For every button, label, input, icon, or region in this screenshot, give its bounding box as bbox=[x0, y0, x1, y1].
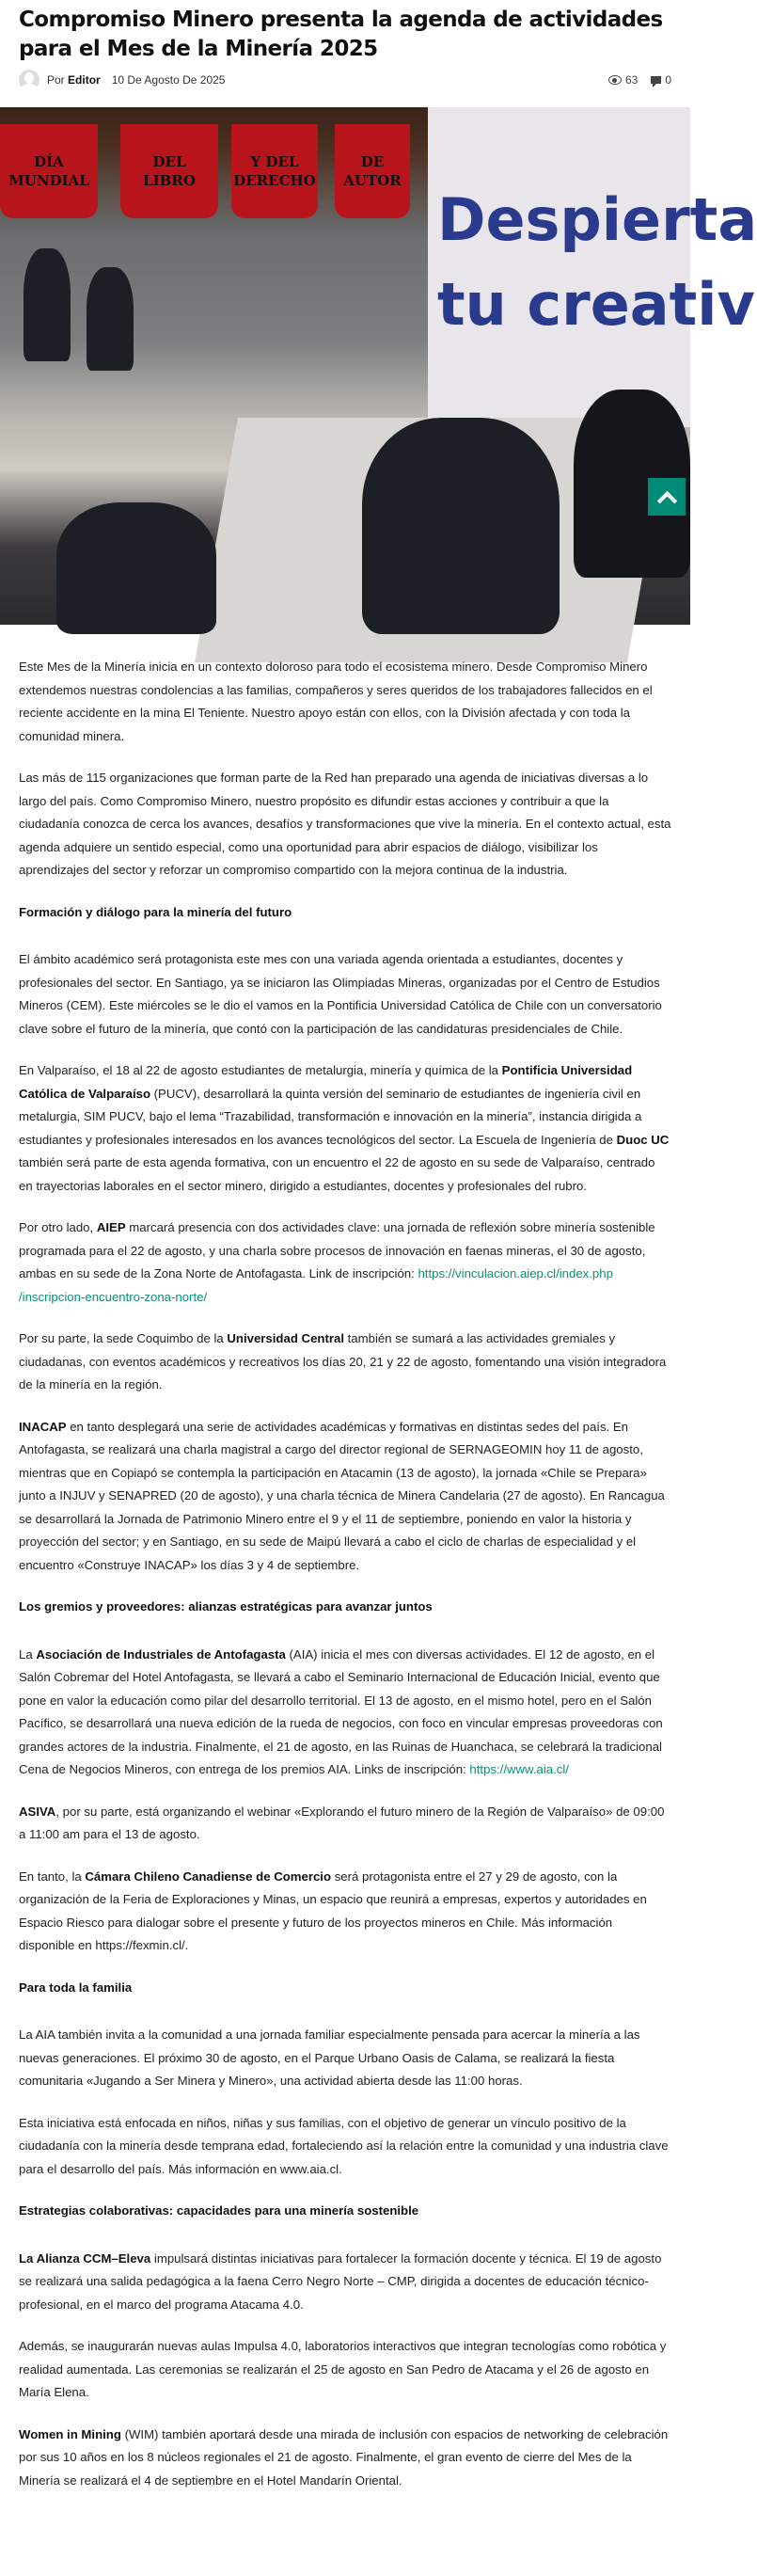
image-banner: Y DEL DERECHO bbox=[231, 124, 318, 218]
section-heading bbox=[19, 901, 671, 925]
bold-text: Women in Mining bbox=[19, 2426, 121, 2441]
text-run: La AIA también invita a la comunidad a una jornada familiar especialmente pensada para acercar la minería a las nuevas generaciones. El próximo 30 de agosto, en el Parque Urbano Oasis de Calama, se realizará la fiesta comunitaria «Jugando a Ser Minera y Minero», una actividad abierta desde las 11:00 horas. bbox=[19, 2027, 640, 2088]
scroll-to-top-button[interactable] bbox=[648, 478, 686, 516]
text-run: también se sumará a las actividades gremiales y ciudadanas, con eventos académicos y recreativos los días 20, 21 y 22 de agosto, fomentando una visión integradora de la minería en la región. bbox=[19, 1331, 667, 1391]
article-paragraph bbox=[19, 1059, 671, 1198]
text-run: marcará presencia con dos actividades clave: una jornada de reflexión sobre minería sostenible programada para el 22 de agosto, y una charla sobre procesos de innovación en faenas mineras, el 30 de agosto, ambas en su sede de la Zona Norte de Antofagasta. Link de inscripción: bbox=[19, 1220, 655, 1280]
image-person bbox=[362, 418, 560, 634]
bold-text: Cámara Chileno Canadiense de Comercio bbox=[85, 1868, 332, 1884]
inline-link[interactable]: https://www.aia.cl/ bbox=[469, 1762, 569, 1776]
section-heading bbox=[19, 1977, 671, 2000]
chevron-up-icon bbox=[656, 490, 676, 510]
bold-text: Duoc UC bbox=[616, 1132, 670, 1147]
article-paragraph bbox=[19, 1866, 671, 1958]
author-byline bbox=[47, 73, 101, 87]
article-paragraph bbox=[19, 656, 671, 748]
text-run: La bbox=[19, 1646, 37, 1662]
article-paragraph bbox=[19, 2424, 671, 2493]
bold-text: ASIVA bbox=[19, 1804, 56, 1819]
text-run: Este Mes de la Minería inicia en un contexto doloroso para todo el ecosistema minero. Desde Compromiso Minero extendemos nuestras condolencias a las familias, compañeros y seres queridos de los trabajadores fallecidos en el reciente accidente en la mina El Teniente. Nuestro apoyo están con ellos, con la División afectada y con toda la comunidad minera. bbox=[19, 660, 653, 743]
text-run: impulsará distintas iniciativas para fortalecer la formación docente y técnica. El 19 de agosto se realizará una salida pedagógica a la faena Cerro Negro Norte – CMP, dirigida a docentes de educación técnico-profesional, en el marco del programa Atacama 4.0. bbox=[19, 2250, 662, 2312]
view-count: 63 bbox=[624, 73, 639, 87]
image-person bbox=[56, 502, 216, 634]
text-run: Las más de 115 organizaciones que forman parte de la Red han preparado una agenda de iniciativas diversas a lo largo del país. Como Compromiso Minero, nuestro propósito es difundir estas acciones y contribuir a que la ciudadanía conozca de cerca los avances, desafíos y transformaciones que vive la minería. En el contexto actual, esta agenda adquiere un sentido especial, como una oportunidad para abrir espacios de diálogo, visibilizar los aprendizajes del sector y reforzar un compromiso compartido con la mejora continua de la industria. bbox=[19, 771, 671, 877]
bold-text: INACAP bbox=[19, 1419, 67, 1434]
text-run: en tanto desplegará una serie de actividades académicas y formativas en distintas sedes del país. En Antofagasta, se realizará una charla magistral a cargo del director regional de SERNAGEOMIN hoy 11 de agosto, mientras que en Copiapó se contempla la participación en Atacamin (13 de agosto), la jornada «Chile se Prepara» junto a INJUV y SENAPRED (20 de agosto), y una charla técnica de Minera Candelaria (27 de agosto). En Rancagua se desarrollará la Jornada de Patrimonio Minero entre el 9 y el 11 de septiembre, poniendo en valor la historia y proyección del sector; y en Santiago, en su sede de Maipú llevará a cabo el ciclo de charlas de especialidad y el encuentro «Construye INACAP» los días 3 y 4 de septiembre. bbox=[19, 1419, 665, 1572]
bold-text: AIEP bbox=[96, 1220, 126, 1234]
featured-image bbox=[0, 107, 757, 625]
eye-icon bbox=[608, 75, 622, 85]
article-paragraph bbox=[19, 767, 671, 883]
text-run: (PUCV), desarrollará la quinta versión del seminario de estudiantes de ingeniería civil en metalurgia, SIM PUCV, bajo el lema “Trazabilidad, transformación e innovación en la minería”, instancia dirigida a estudiantes y profesionales interesados en los avances tecnológicos del sector. La Escuela de Ingeniería de bbox=[19, 1086, 642, 1147]
text-run: Por otro lado, bbox=[19, 1220, 97, 1234]
text-run: , por su parte, está organizando el webinar «Explorando el futuro minero de la Región de Valparaíso» de 09:00 a 11:00 am para el 13 de agosto. bbox=[19, 1804, 665, 1841]
image-person bbox=[24, 248, 71, 361]
author-avatar[interactable] bbox=[19, 70, 39, 90]
text-run: El ámbito académico será protagonista este mes con una variada agenda orientada a estudiantes, docentes y profesionales del sector. En Santiago, ya se iniciaron las Olimpiadas Mineras, organizadas por el Centro de Estudios Mineros (CEM). Este miércoles se le dio el vamos en la Pontificia Universidad Católica de Chile con un conversatorio clave sobre el futuro de la minería, que contó con la participación de las candidaturas presidenciales de Chile. bbox=[19, 952, 662, 1036]
comment-icon[interactable] bbox=[651, 76, 661, 84]
article-paragraph bbox=[19, 1216, 671, 1309]
image-banner: DEL LIBRO bbox=[120, 124, 218, 218]
text-run: Por su parte, la sede Coquimbo de la bbox=[19, 1331, 228, 1345]
comment-count[interactable]: 0 bbox=[665, 73, 671, 87]
text-run: (AIA) inicia el mes con diversas actividades. El 12 de agosto, en el Salón Cobremar del Hotel Antofagasta, se llevará a cabo el Seminario Internacional de Educación Inicial, evento que pone en valor la educación como pilar del desarrollo territorial. El 13 de agosto, en el mismo hotel, pero en el Salón Pacífico, se desarrollará una nueva edición de la rueda de negocios, con foco en vincular empresas proveedoras con grandes actores de la industria. Finalmente, el 21 de agosto, en las Ruinas de Huanchaca, se celebrará la tradicional Cena de Negocios Mineros, con entrega de los premios AIA. Links de inscripción: bbox=[19, 1646, 663, 1776]
author-link[interactable]: Editor bbox=[68, 73, 101, 87]
section-heading bbox=[19, 2200, 671, 2223]
bold-text: Universidad Central bbox=[227, 1331, 344, 1345]
bold-text: Asociación de Industriales de Antofagasta bbox=[36, 1646, 286, 1662]
text-run: (WIM) también aportará desde una mirada de inclusión con espacios de networking de celebración por sus 10 años en los 8 núcleos regionales el 21 de agosto. Finalmente, el gran evento de cierre del Mes de la Minería se realizará el 4 de septiembre en el Hotel Mandarín Oriental. bbox=[19, 2426, 669, 2488]
article-paragraph bbox=[19, 1328, 671, 1397]
article-body bbox=[19, 656, 671, 2511]
article-meta bbox=[19, 66, 671, 94]
article-stats bbox=[608, 73, 671, 87]
inline-link[interactable]: https://vinculacion.aiep.cl/index.php /inscripcion-encuentro-zona-norte/ bbox=[19, 1266, 613, 1304]
article-paragraph bbox=[19, 1416, 671, 1578]
text-run: Estrategias colaborativas: capacidades para una minería sostenible bbox=[19, 2203, 419, 2218]
author-prefix: Por bbox=[47, 73, 65, 87]
text-run: Esta iniciativa está enfocada en niños, niñas y sus familias, con el objetivo de generar un vínculo positivo de la ciudadanía con la minería desde temprana edad, fortaleciendo así la relación entre la comunidad y una industria clave para el desarrollo del país. Más información en www.aia.cl. bbox=[19, 2115, 669, 2176]
text-run: será protagonista entre el 27 y 29 de agosto, con la organización de la Feria de Exploraciones y Minas, un espacio que reunirá a empresas, expertos y autoridades en Espacio Riesco para dialogar sobre el presente y futuro de los proyectos mineros en Chile. Más información disponible en https://fexmin.cl/. bbox=[19, 1868, 647, 1952]
image-wall-text: Despierta tu creativ bbox=[437, 185, 757, 339]
image-banner: DÍA MUNDIAL bbox=[0, 124, 98, 218]
text-run: En tanto, la bbox=[19, 1868, 86, 1884]
article-paragraph bbox=[19, 948, 671, 1041]
publish-date: 10 De Agosto De 2025 bbox=[111, 73, 226, 87]
text-run: Los gremios y proveedores: alianzas estratégicas para avanzar juntos bbox=[19, 1599, 433, 1614]
bold-text: Pontificia Universidad Católica de Valparaíso bbox=[19, 1063, 633, 1101]
text-run: Formación y diálogo para la minería del futuro bbox=[19, 904, 292, 919]
article-paragraph bbox=[19, 2024, 671, 2093]
article-title: Compromiso Minero presenta la agenda de actividades para el Mes de la Minería 2025 bbox=[19, 8, 663, 61]
article-paragraph bbox=[19, 2335, 671, 2405]
image-banner: DE AUTOR bbox=[335, 124, 410, 218]
article-paragraph bbox=[19, 2248, 671, 2317]
image-person bbox=[87, 267, 134, 371]
text-run: En Valparaíso, el 18 al 22 de agosto estudiantes de metalurgia, minería y química de la bbox=[19, 1063, 502, 1077]
bold-text: La Alianza CCM–Eleva bbox=[19, 2250, 151, 2266]
article-paragraph bbox=[19, 1644, 671, 1782]
article-paragraph bbox=[19, 2112, 671, 2182]
text-run: también será parte de esta agenda formativa, con un encuentro el 22 de agosto en su sede de Valparaíso, centrado en trayectorias laborales en el sector minero, dirigido a estudiantes, docentes y profesionales del rubro. bbox=[19, 1155, 655, 1193]
text-run: Además, se inaugurarán nuevas aulas Impulsa 4.0, laboratorios interactivos que integran tecnologías como robótica y realidad aumentada. Las ceremonias se realizarán el 25 de agosto en San Pedro de Atacama y el 26 de agosto en María Elena. bbox=[19, 2339, 667, 2399]
section-heading bbox=[19, 1596, 671, 1619]
text-run: Para toda la familia bbox=[19, 1980, 133, 1995]
article-paragraph bbox=[19, 1801, 671, 1847]
